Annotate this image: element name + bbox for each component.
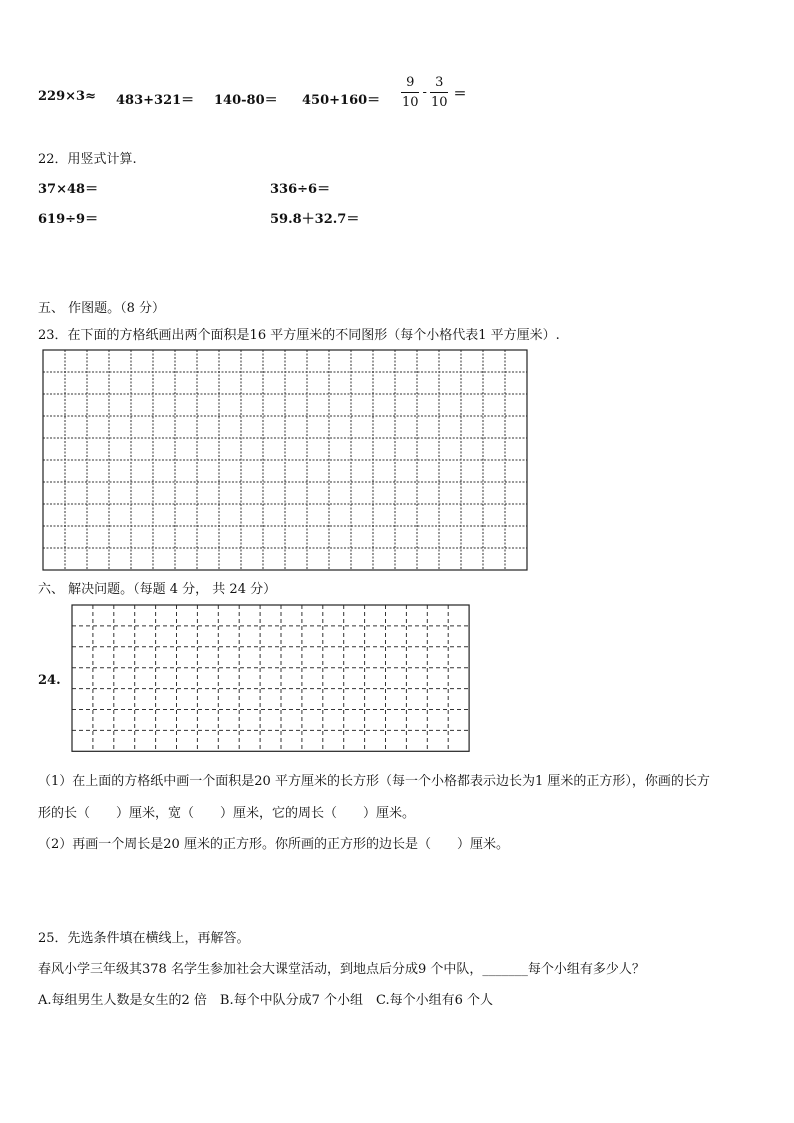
- grid-paper-1: [42, 349, 528, 571]
- minus-sign: -: [422, 85, 427, 100]
- equals-sign: ＝: [453, 87, 467, 102]
- section-5-heading: 五、 作图题。（8 分）: [38, 301, 166, 316]
- q24-label: 24.: [38, 673, 61, 688]
- section-6-heading: 六、 解决问题。（每题 4 分， 共 24 分）: [38, 582, 277, 597]
- q22-title: 22．用竖式计算.: [38, 152, 137, 167]
- fraction-a: [400, 76, 421, 109]
- calc-item-4: 450+160＝: [302, 93, 381, 108]
- q22-item-1: 37×48＝: [38, 182, 99, 197]
- fraction-b: [429, 76, 450, 109]
- q24-part1-line2: 形的长（ ）厘米，宽（ ）厘米，它的周长（ ）厘米。: [38, 806, 416, 821]
- calc-item-2: 483+321＝: [116, 93, 195, 108]
- q23-text: 23．在下面的方格纸画出两个面积是16 平方厘米的不同图形（每个小格代表1 平方厘米）.: [38, 328, 560, 343]
- fraction-a-denominator: 10: [402, 95, 419, 110]
- calc-item-3: 140-80＝: [214, 93, 278, 108]
- calc-item-1: 229×3≈: [38, 89, 96, 104]
- fraction-b-numerator: 3: [435, 75, 444, 90]
- fraction-subtraction: [400, 76, 467, 109]
- q22-item-4: 59.8＋32.7＝: [270, 212, 360, 227]
- fraction-a-numerator: 9: [406, 75, 415, 90]
- q22-item-3: 619÷9＝: [38, 212, 99, 227]
- q24-part1-line1: （1）在上面的方格纸中画一个面积是20 平方厘米的长方形（每一个小格都表示边长为1 厘米的正方形），你画的长方: [38, 774, 710, 789]
- q24-part2: （2）再画一个周长是20 厘米的正方形。你所画的正方形的边长是（ ）厘米。: [38, 837, 509, 852]
- fraction-b-denominator: 10: [430, 95, 448, 110]
- q22-item-2: 336÷6＝: [270, 182, 331, 197]
- grid-border: [72, 605, 469, 751]
- q25-body: 春风小学三年级其378 名学生参加社会大课堂活动，到地点后分成9 个中队，_______每个小组有多少人？: [38, 962, 645, 977]
- q25-options: A.每组男生人数是女生的2 倍 B.每个中队分成7 个小组 C.每个小组有6 个人: [38, 993, 494, 1008]
- q25-title: 25．先选条件填在横线上，再解答。: [38, 931, 250, 946]
- grid-paper-2: [71, 604, 470, 752]
